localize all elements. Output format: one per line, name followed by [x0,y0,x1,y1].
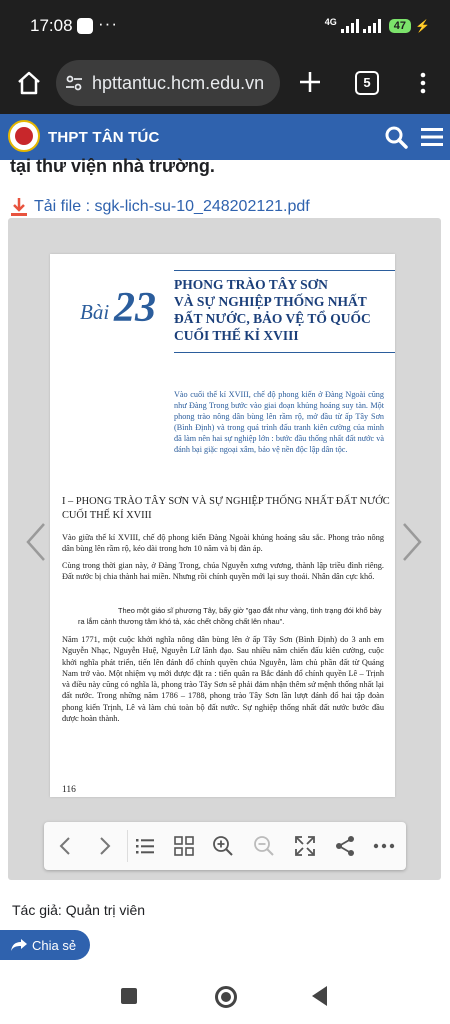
share-label: Chia sẻ [32,937,77,953]
address-bar[interactable] [56,60,280,106]
back-icon[interactable] [312,986,327,1006]
site-settings-icon[interactable] [64,73,84,93]
share-button[interactable] [0,930,90,960]
lesson-title-line: CUỐI THẾ KỈ XVIII [174,328,299,343]
signal-icon [341,19,359,33]
browser-menu-icon[interactable] [412,71,434,95]
download-link[interactable] [10,196,310,218]
toolbar-divider [127,830,128,862]
title-rule-bottom [174,352,395,353]
more-notifications-indicator: ··· [98,14,118,33]
hamburger-menu-icon[interactable] [421,127,443,147]
lesson-title-line: PHONG TRÀO TÂY SƠN [174,277,328,292]
pdf-page [50,254,395,797]
lesson-word: Bài [80,300,110,324]
next-page-arrow-icon[interactable] [400,520,424,564]
battery-level: 47 [389,19,411,33]
notification-icon [77,18,93,34]
share-icon[interactable] [333,834,357,858]
site-title[interactable]: THPT TÂN TÚC [48,129,160,146]
new-tab-icon[interactable] [296,68,324,96]
charging-icon: ⚡ [415,19,430,33]
search-icon[interactable] [384,125,408,149]
url-text: hpttantuc.hcm.edu.vn [92,73,265,93]
signal-icon-secondary [363,19,381,33]
fullscreen-icon[interactable] [293,834,317,858]
outline-list-icon[interactable] [133,834,157,858]
download-label: Tải file : sgk-lich-su-10_248202121.pdf [34,198,310,215]
android-navigation-bar [0,966,450,1024]
lesson-number: 23 [114,285,156,331]
zoom-out-icon[interactable] [252,834,276,858]
pdf-viewer[interactable] [8,218,441,880]
share-arrow-icon [10,938,28,952]
author-line: Tác giả: Quản trị viên [12,902,146,918]
school-logo[interactable] [8,120,40,152]
lesson-intro: Vào cuối thế kỉ XVIII, chế độ phong kiến ở Đàng Ngoài cũng như Đàng Trong bước vào giai đoạn khủng hoảng suy tàn. Một phong trào nông dân bùng lên rầm rộ, mở đầu từ ấp Tây Sơn (Bình Định) và trong quá trình đấu tranh kiên cường của mình đã làm nên hai sự nghiệp lớn : bước đầu thống nhất đất nước và đánh bại giặc ngoại xâm, bảo vệ nền độc lập dân tộc. [174,390,384,455]
toolbar-next-icon[interactable] [92,834,116,858]
more-options-icon[interactable] [372,834,396,858]
tab-switcher-button[interactable]: 5 [355,71,379,95]
thumbnails-grid-icon[interactable] [172,834,196,858]
browser-toolbar [0,52,450,114]
quote-paragraph: Theo một giáo sĩ phương Tây, bấy giờ "gạo đắt như vàng, tình trạng đói khổ bày ra lắm cảnh thương tâm khó tả, xác chết chồng chất lên nhau". [78,606,382,626]
status-bar [0,0,450,52]
network-type-label: 4G [324,16,337,27]
toolbar-previous-icon[interactable] [54,834,78,858]
zoom-in-icon[interactable] [211,834,235,858]
lesson-title-line: VÀ SỰ NGHIỆP THỐNG NHẤT [174,294,367,309]
title-rule-top [174,270,395,271]
status-time: 17:08 [30,16,73,35]
viewer-toolbar [44,822,406,870]
body-paragraph: Cùng trong thời gian này, ở Đàng Trong, chúa Nguyễn xưng vương, thành lập triều đình riêng. Đất nước bị chia thành hai miền. Nhưng rồi chính quyền mới lại suy thoái. Nhân dân cực khổ. [62,561,384,582]
page-number: 116 [62,785,76,795]
download-icon [10,197,28,217]
lesson-title-line: ĐẤT NƯỚC, BẢO VỆ TỔ QUỐC [174,311,371,326]
status-indicators [325,16,430,36]
body-paragraph: Năm 1771, một cuộc khởi nghĩa nông dân bùng lên ở ấp Tây Sơn (Bình Định) do 3 anh em Nguyễn Nhạc, Nguyễn Huệ, Nguyễn Lữ lãnh đạo. Sau nhiều năm chiến đấu kiên cường, cuộc khởi nghĩa phát triển, tiến lên đánh đổ chính quyền chúa Nguyễn, làm chủ phần đất từ Quảng Nam trở vào. Một nhiệm vụ mới được đặt ra : tiến quân ra Bắc đánh đổ chính quyền Lê – Trịnh và điều này cũng có nghĩa là, phong trào Tây Sơn sẽ phải đảm nhận thêm sứ mệnh thống nhất lại đất nước. Trong những năm 1786 – 1788, phong trào Tây Sơn lần lượt đánh đổ hai tập đoàn phong kiến Trịnh, Lê và làm chủ toàn bộ đất nước. Sự nghiệp thống nhất đất nước bước đầu được hoàn thành. [62,635,384,724]
home-icon[interactable] [12,66,46,100]
site-header [0,114,450,160]
section-heading: I – PHONG TRÀO TÂY SƠN VÀ SỰ NGHIỆP THỐNG NHẤT ĐẤT NƯỚC CUỐI THẾ KỈ XVIII [62,496,390,521]
lesson-title [174,276,371,344]
home-button-icon[interactable] [215,986,237,1008]
body-paragraph: Vào giữa thế kỉ XVIII, chế độ phong kiến Đàng Ngoài khủng hoảng sâu sắc. Phong trào nông dân bùng lên rầm rộ, kéo dài trong hơn 10 năm và bị đàn áp. [62,533,384,554]
article-text-clipped: tại thư viện nhà trường. [10,156,215,176]
recent-apps-icon[interactable] [121,988,137,1004]
previous-page-arrow-icon[interactable] [24,520,48,564]
